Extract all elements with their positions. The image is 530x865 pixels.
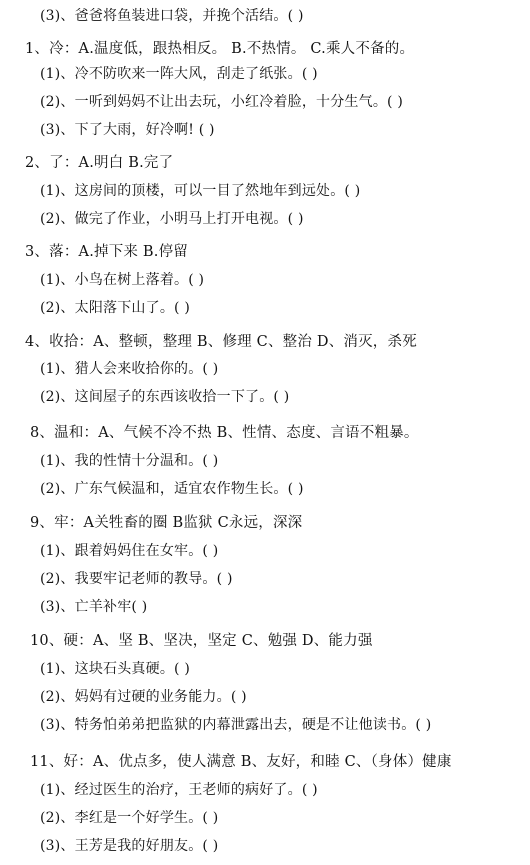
line-text: (3)、爸爸将鱼装进口袋，并挽个活结。( ) [40,8,304,24]
question-heading [25,35,414,63]
line-text: (2)、这间屋子的东西该收拾一下了。( ) [40,389,290,405]
line-text: 8、温和：A、气候不冷不热 B、性情、态度、言语不粗暴。 [30,425,419,441]
line-text: (1)、小鸟在树上落着。( ) [40,272,205,288]
line-text: (1)、这块石头真硬。( ) [40,661,191,677]
question-item [40,683,247,711]
line-text: 11、好：A、优点多，使人满意 B、友好，和睦 C、（身体）健康 [30,754,452,770]
line-text: 4、收拾：A、整顿，整理 B、修理 C、整治 D、消灭，杀死 [25,334,417,350]
line-text: (1)、冷不防吹来一阵大风，刮走了纸张。( ) [40,66,318,82]
line-text: (3)、特务怕弟弟把监狱的内幕泄露出去，硬是不让他读书。( ) [40,717,432,733]
line-text: (3)、王芳是我的好朋友。( ) [40,838,219,854]
question-item [40,655,190,683]
question-item [40,537,218,565]
line-text: 3、落：A.掉下来 B.停留 [25,244,188,260]
question-item [40,355,218,383]
line-text: (2)、一听到妈妈不让出去玩，小红冷着脸，十分生气。( ) [40,94,404,110]
question-item [40,475,304,503]
line-text: (1)、这房间的顶楼，可以一目了然地年到远处。( ) [40,183,361,199]
question-item [40,294,190,322]
question-heading [30,419,419,447]
line-text: (1)、经过医生的治疗，王老师的病好了。( ) [40,782,318,798]
question-item [40,60,318,88]
line-text: (2)、太阳落下山了。( ) [40,300,191,316]
question-item [40,447,218,475]
question-item [40,383,289,411]
question-item [40,2,304,30]
question-heading [25,328,417,356]
question-item [40,266,204,294]
line-text: (1)、猎人会来收拾你的。( ) [40,361,219,377]
line-text: (1)、跟着妈妈住在女牢。( ) [40,543,219,559]
question-heading [25,238,188,266]
line-text: 9、牢：A关牲畜的圈 B监狱 C永远，深深 [30,515,303,531]
question-item [40,776,318,804]
question-item [40,116,215,144]
line-text: 1、冷：A.温度低，跟热相反。 B.不热情。 C.乘人不备的。 [25,41,415,57]
line-text: (1)、我的性情十分温和。( ) [40,453,219,469]
question-item [40,832,218,860]
line-text: (3)、下了大雨，好冷啊! ( ) [40,122,215,138]
question-item [40,804,218,832]
line-text: (2)、做完了作业，小明马上打开电视。( ) [40,211,304,227]
line-text: (3)、亡羊补牢( ) [40,599,148,615]
question-item [40,88,403,116]
line-text: 2、了：A.明白 B.完了 [25,155,174,171]
question-heading [25,149,173,177]
line-text: (2)、妈妈有过硬的业务能力。( ) [40,689,247,705]
question-item [40,593,147,621]
question-item [40,565,233,593]
line-text: (2)、李红是一个好学生。( ) [40,810,219,826]
question-item [40,177,360,205]
line-text: (2)、广东气候温和，适宜农作物生长。( ) [40,481,304,497]
question-item [40,711,431,739]
question-heading [30,748,452,776]
question-heading [30,509,302,537]
question-item [40,205,304,233]
line-text: (2)、我要牢记老师的教导。( ) [40,571,233,587]
line-text: 10、硬：A、坚 B、坚决，坚定 C、勉强 D、能力强 [30,633,373,649]
question-heading [30,627,373,655]
